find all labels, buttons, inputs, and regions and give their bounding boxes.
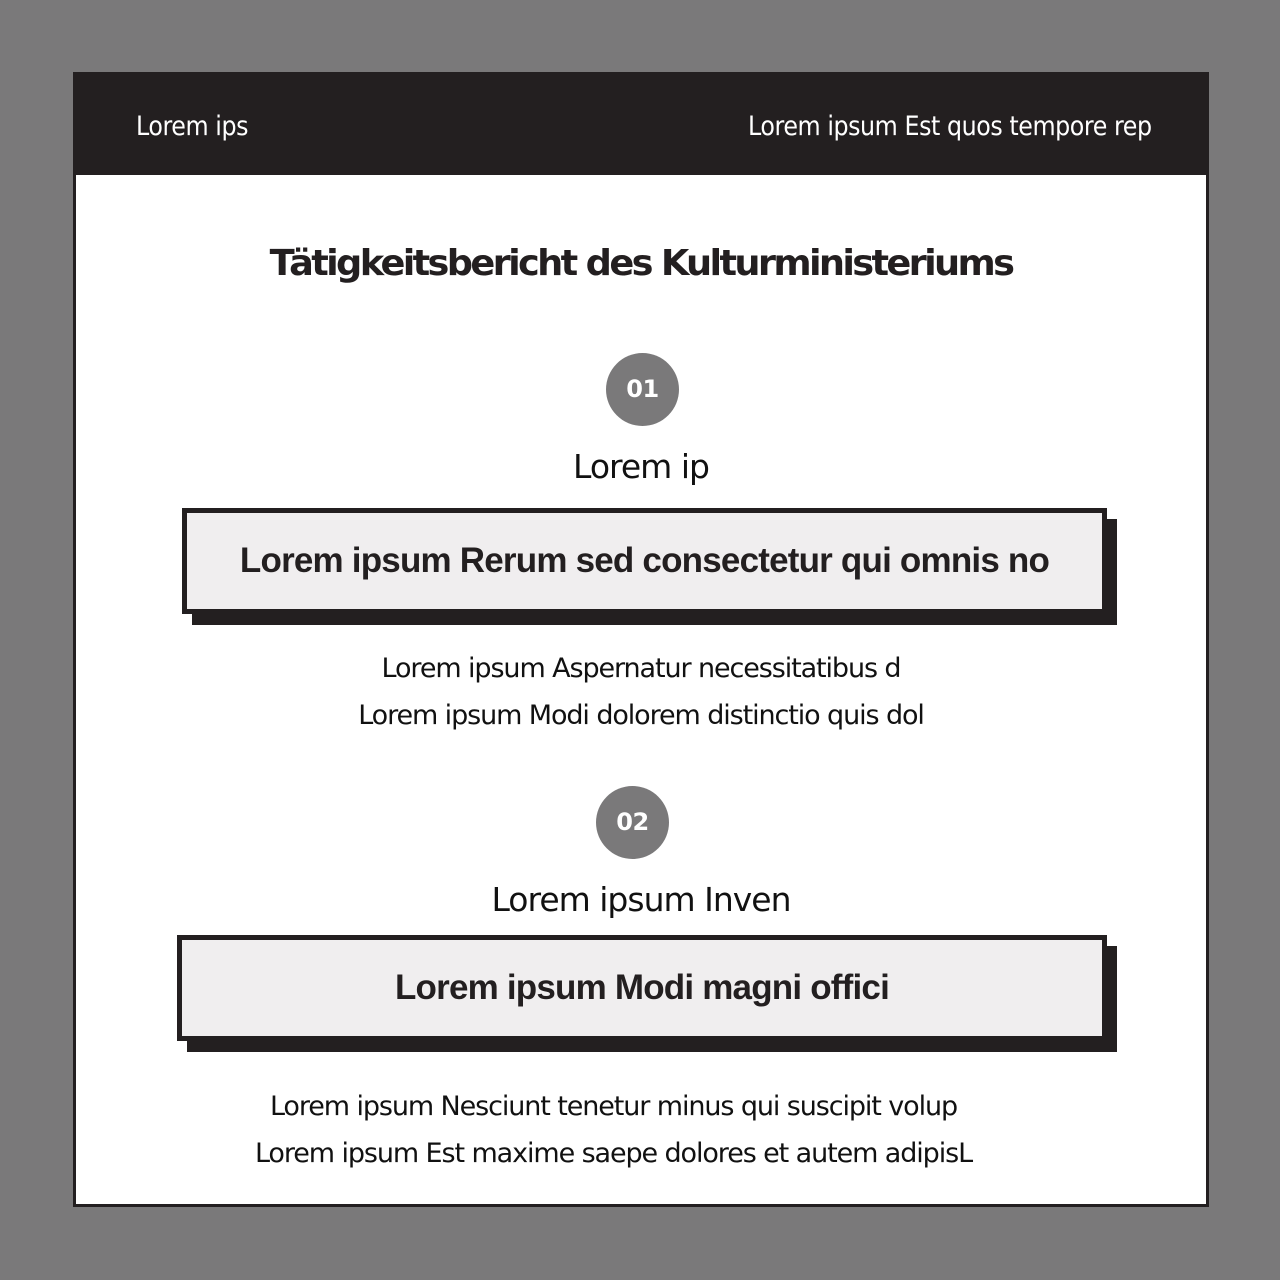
header-right-text: Lorem ipsum Est quos tempore rep [748,111,1152,142]
section-heading: Lorem ipsum Inven [491,880,791,919]
section-paragraph [76,645,1206,739]
header-bar [76,75,1206,175]
section-paragraph [0,1083,1251,1177]
paragraph-line: Lorem ipsum Modi dolorem distinctio quis dol [358,700,924,731]
paragraph-line: Lorem ipsum Nesciunt tenetur minus qui suscipit volup [269,1091,958,1122]
section-number-badge: 01 [606,353,679,426]
section-highlight-text: Lorem ipsum Rerum sed consectetur qui omnis no [239,541,1050,580]
section-highlight-text: Lorem ipsum Modi magni offici [394,968,890,1007]
paragraph-line: Lorem ipsum Aspernatur necessitatibus d [381,653,901,684]
section-highlight-box [182,508,1107,614]
section-heading: Lorem ip [573,447,709,486]
page-title: Tätigkeitsbericht des Kulturministeriums [269,243,1013,284]
header-left-text: Lorem ips [136,111,249,142]
paragraph-line: Lorem ipsum Est maxime saepe dolores et autem adipisL [254,1138,973,1169]
section-highlight-box [177,935,1107,1041]
section-number-badge: 02 [596,786,669,859]
document-page [73,72,1209,1207]
